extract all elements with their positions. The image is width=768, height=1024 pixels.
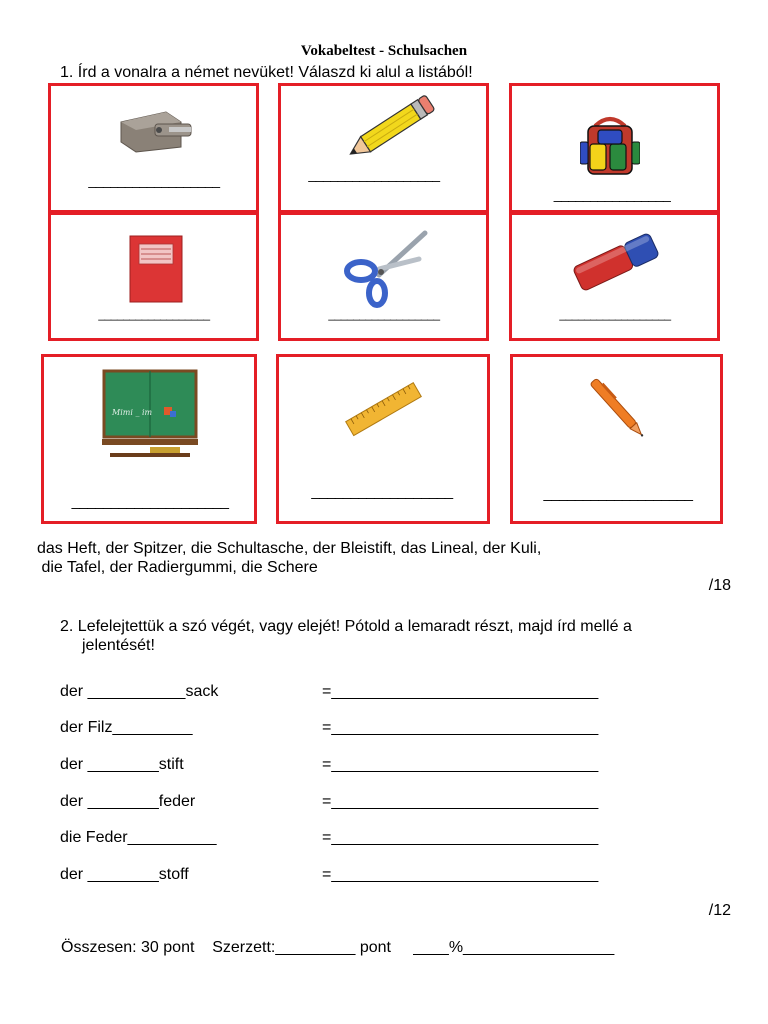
picture-box-eraser (509, 212, 720, 341)
pencil-icon (339, 94, 439, 164)
picture-box-sharpener (48, 83, 259, 213)
pen-icon (579, 375, 659, 443)
answer-blank[interactable]: ________________ (553, 186, 671, 202)
task1-score: /18 (708, 577, 731, 594)
picture-box-blackboard (41, 354, 257, 524)
word-fragment: der ________feder (60, 793, 196, 810)
task1-instruction: 1. Írd a vonalra a német nevüket! Válaszd ki alul a listából! (60, 64, 473, 81)
answer-blank[interactable]: __________________ (311, 483, 453, 500)
word-fragment: der Filz_________ (60, 719, 193, 736)
task2-instruction-line-1: 2. Lefelejtettük a szó végét, vagy elejét! Pótold a lemaradt részt, majd írd mellé a (60, 618, 632, 635)
task2-score: /12 (708, 902, 731, 919)
picture-box-pen (510, 354, 723, 524)
picture-box-ruler (276, 354, 490, 524)
meaning-blank[interactable]: =______________________________ (322, 719, 599, 736)
word-fragment: der ________stift (60, 756, 184, 773)
task2-instruction (60, 617, 632, 655)
meaning-blank[interactable]: =______________________________ (322, 866, 599, 883)
answer-blank[interactable]: __________________ (559, 307, 671, 321)
word-fragment: der ___________sack (60, 683, 219, 700)
word-fragment: die Feder__________ (60, 829, 217, 846)
word-list-line-2: die Tafel, der Radiergummi, die Schere (37, 559, 318, 576)
answer-blank[interactable]: __________________ (308, 166, 440, 182)
picture-box-pencil (278, 83, 489, 213)
picture-box-scissors (278, 212, 489, 341)
total-score-line[interactable]: Összesen: 30 pont Szerzett:_________ pont ____%_________________ (61, 939, 615, 956)
picture-box-school-bag (509, 83, 720, 213)
meaning-blank[interactable]: =______________________________ (322, 756, 599, 773)
notebook-icon (129, 235, 185, 305)
task2-instruction-line-2: jelentését! (82, 637, 155, 654)
word-list (37, 539, 541, 577)
word-list-line-1: das Heft, der Spitzer, die Schultasche, der Bleistift, das Lineal, der Kuli, (37, 540, 542, 557)
word-fragment: der ________stoff (60, 866, 189, 883)
ruler-icon (341, 377, 427, 443)
blackboard-icon (100, 367, 200, 461)
meaning-blank[interactable]: =______________________________ (322, 683, 599, 700)
eraser-icon (570, 227, 662, 297)
scissors-icon (339, 229, 431, 309)
answer-blank[interactable]: ____________________ (71, 493, 229, 510)
meaning-blank[interactable]: =______________________________ (322, 793, 599, 810)
answer-blank[interactable]: __________________ (88, 172, 220, 188)
picture-box-notebook (48, 212, 259, 341)
sharpener-icon (111, 102, 201, 157)
answer-blank[interactable]: __________________ (328, 307, 440, 321)
school-bag-icon (580, 112, 640, 182)
meaning-blank[interactable]: =______________________________ (322, 829, 599, 846)
board-text: Mimi _ im (112, 408, 153, 417)
answer-blank[interactable]: __________________ (98, 307, 210, 321)
worksheet-title: Vokabeltest - Schulsachen (300, 43, 468, 59)
answer-blank[interactable]: ___________________ (543, 485, 693, 502)
